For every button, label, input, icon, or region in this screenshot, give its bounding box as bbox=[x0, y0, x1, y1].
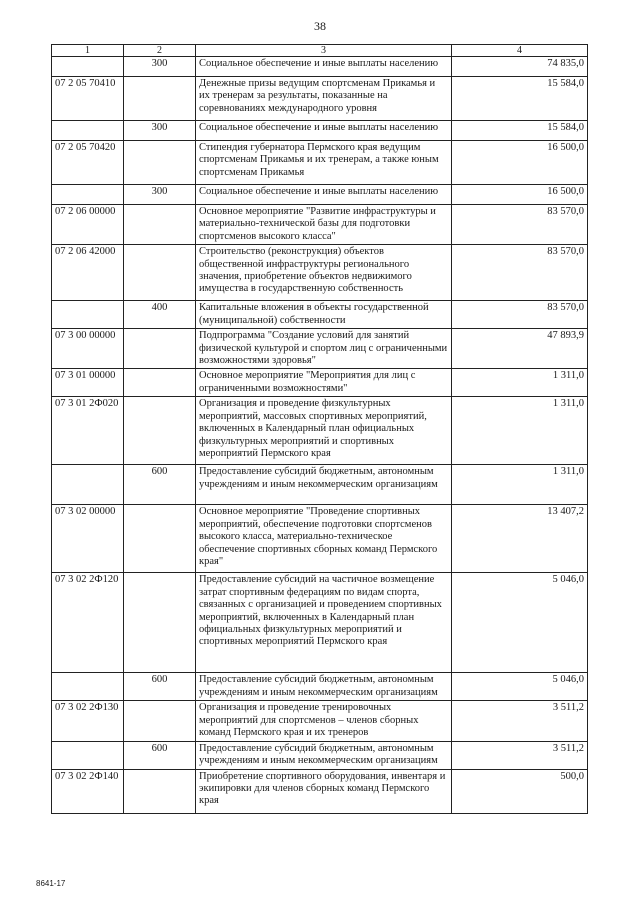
row-name: Предоставление субсидий на частичное возмещение затрат спортивным федерациям по видам спорта, связанных с организацией и проведением спортивных мероприятий, включенных в Календарный план официальных физкультурных мероприятий и спортивных мероприятий Пермского края bbox=[196, 573, 452, 673]
row-amount: 16 500,0 bbox=[452, 141, 588, 185]
row-name: Основное мероприятие "Проведение спортивных мероприятий, обеспечение подготовки спортсменов высокого класса, материально-техническое обеспечение спортивных сборных команд Пермского края" bbox=[196, 505, 452, 573]
row-expense-type bbox=[124, 701, 196, 741]
row-name: Предоставление субсидий бюджетным, автономным учреждениям и иным некоммерческим организациям bbox=[196, 673, 452, 701]
row-amount: 500,0 bbox=[452, 769, 588, 813]
row-expense-type bbox=[124, 769, 196, 813]
row-expense-type bbox=[124, 141, 196, 185]
row-name: Организация и проведение тренировочных мероприятий для спортсменов – членов сборных команд Пермского края и их тренеров bbox=[196, 701, 452, 741]
row-name: Основное мероприятие "Мероприятия для лиц с ограниченными возможностями" bbox=[196, 369, 452, 397]
row-expense-type bbox=[124, 329, 196, 369]
table-body bbox=[52, 57, 588, 814]
row-code: 07 3 00 00000 bbox=[52, 329, 124, 369]
table-row bbox=[52, 465, 588, 505]
table-row bbox=[52, 205, 588, 245]
row-expense-type bbox=[124, 245, 196, 301]
row-expense-type bbox=[124, 369, 196, 397]
row-code: 07 2 06 42000 bbox=[52, 245, 124, 301]
table-row bbox=[52, 121, 588, 141]
table-row bbox=[52, 77, 588, 121]
table-row bbox=[52, 769, 588, 813]
column-header-name: 3 bbox=[196, 45, 452, 57]
row-amount: 47 893,9 bbox=[452, 329, 588, 369]
table-row bbox=[52, 185, 588, 205]
table-row bbox=[52, 245, 588, 301]
row-code bbox=[52, 121, 124, 141]
table-row bbox=[52, 741, 588, 769]
row-code: 07 3 01 2Ф020 bbox=[52, 397, 124, 465]
row-code bbox=[52, 185, 124, 205]
row-amount: 13 407,2 bbox=[452, 505, 588, 573]
row-amount: 1 311,0 bbox=[452, 465, 588, 505]
row-amount: 15 584,0 bbox=[452, 121, 588, 141]
table-header-row bbox=[52, 45, 588, 57]
row-code: 07 2 05 70420 bbox=[52, 141, 124, 185]
row-expense-type bbox=[124, 573, 196, 673]
row-code: 07 3 02 2Ф140 bbox=[52, 769, 124, 813]
row-expense-type: 400 bbox=[124, 301, 196, 329]
table-row bbox=[52, 329, 588, 369]
row-expense-type: 300 bbox=[124, 185, 196, 205]
row-expense-type bbox=[124, 77, 196, 121]
row-amount: 83 570,0 bbox=[452, 301, 588, 329]
row-code: 07 3 02 2Ф120 bbox=[52, 573, 124, 673]
row-amount: 74 835,0 bbox=[452, 57, 588, 77]
table-row bbox=[52, 141, 588, 185]
row-amount: 15 584,0 bbox=[452, 77, 588, 121]
row-amount: 3 511,2 bbox=[452, 701, 588, 741]
table-row bbox=[52, 397, 588, 465]
row-code bbox=[52, 57, 124, 77]
row-expense-type: 600 bbox=[124, 741, 196, 769]
row-name: Стипендия губернатора Пермского края ведущим спортсменам Прикамья и их тренерам, а также юным спортсменам Прикамья bbox=[196, 141, 452, 185]
column-header-type: 2 bbox=[124, 45, 196, 57]
row-amount: 5 046,0 bbox=[452, 673, 588, 701]
row-expense-type: 600 bbox=[124, 465, 196, 505]
row-expense-type: 300 bbox=[124, 121, 196, 141]
row-name: Строительство (реконструкция) объектов общественной инфраструктуры регионального значения, приобретение объектов недвижимого имущества в государственную собственность bbox=[196, 245, 452, 301]
row-name: Подпрограмма "Создание условий для занятий физической культурой и спортом лиц с ограниченными возможностями здоровья" bbox=[196, 329, 452, 369]
row-expense-type: 300 bbox=[124, 57, 196, 77]
row-name: Денежные призы ведущим спортсменам Прикамья и их тренерам за результаты, показанные на соревнованиях международного уровня bbox=[196, 77, 452, 121]
row-code: 07 3 01 00000 bbox=[52, 369, 124, 397]
row-amount: 5 046,0 bbox=[452, 573, 588, 673]
row-code: 07 3 02 00000 bbox=[52, 505, 124, 573]
page-number: 38 bbox=[314, 19, 326, 33]
document-code: 8641-17 bbox=[36, 879, 66, 888]
row-amount: 1 311,0 bbox=[452, 397, 588, 465]
row-name: Организация и проведение физкультурных мероприятий, массовых спортивных мероприятий, включенных в Календарный план официальных физкультурных мероприятий и спортивных мероприятий Пермского края bbox=[196, 397, 452, 465]
row-name: Предоставление субсидий бюджетным, автономным учреждениям и иным некоммерческим организациям bbox=[196, 465, 452, 505]
row-amount: 1 311,0 bbox=[452, 369, 588, 397]
budget-table bbox=[51, 44, 588, 814]
row-code: 07 3 02 2Ф130 bbox=[52, 701, 124, 741]
row-code bbox=[52, 741, 124, 769]
row-amount: 83 570,0 bbox=[452, 245, 588, 301]
table-row bbox=[52, 701, 588, 741]
row-amount: 16 500,0 bbox=[452, 185, 588, 205]
table-row bbox=[52, 369, 588, 397]
column-header-code: 1 bbox=[52, 45, 124, 57]
row-name: Предоставление субсидий бюджетным, автономным учреждениям и иным некоммерческим организациям bbox=[196, 741, 452, 769]
row-expense-type bbox=[124, 505, 196, 573]
row-code: 07 2 05 70410 bbox=[52, 77, 124, 121]
column-header-amount: 4 bbox=[452, 45, 588, 57]
row-expense-type bbox=[124, 205, 196, 245]
row-name: Основное мероприятие "Развитие инфраструктуры и материально-технической базы для подготовки спортсменов высокого класса" bbox=[196, 205, 452, 245]
row-code bbox=[52, 465, 124, 505]
table-row bbox=[52, 673, 588, 701]
row-amount: 83 570,0 bbox=[452, 205, 588, 245]
row-amount: 3 511,2 bbox=[452, 741, 588, 769]
row-name: Капитальные вложения в объекты государственной (муниципальной) собственности bbox=[196, 301, 452, 329]
table-row bbox=[52, 505, 588, 573]
row-expense-type: 600 bbox=[124, 673, 196, 701]
row-name: Социальное обеспечение и иные выплаты населению bbox=[196, 57, 452, 77]
table-row bbox=[52, 57, 588, 77]
row-code bbox=[52, 301, 124, 329]
row-name: Социальное обеспечение и иные выплаты населению bbox=[196, 121, 452, 141]
table-row bbox=[52, 573, 588, 673]
table-row bbox=[52, 301, 588, 329]
row-code bbox=[52, 673, 124, 701]
row-name: Социальное обеспечение и иные выплаты населению bbox=[196, 185, 452, 205]
row-code: 07 2 06 00000 bbox=[52, 205, 124, 245]
row-name: Приобретение спортивного оборудования, инвентаря и экипировки для членов сборных команд Пермского края bbox=[196, 769, 452, 813]
row-expense-type bbox=[124, 397, 196, 465]
